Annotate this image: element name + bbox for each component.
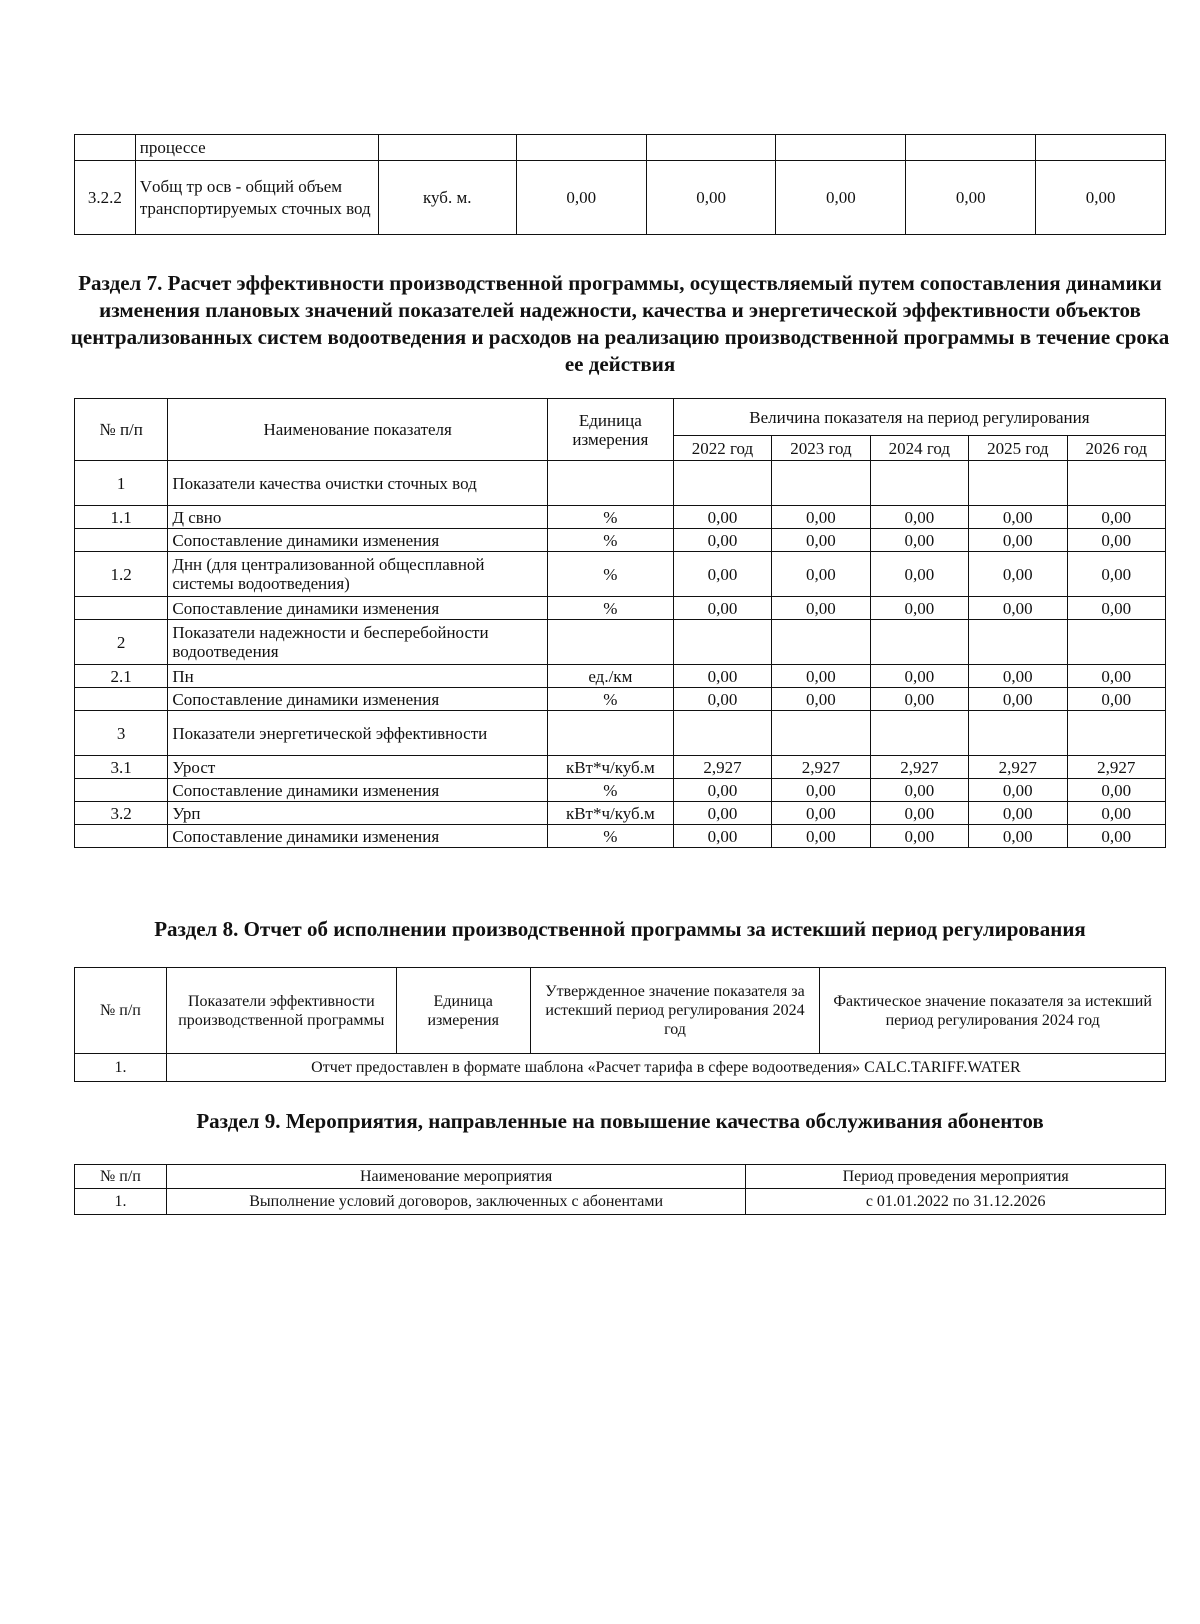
table-row [75,1189,1166,1215]
value: 2,927 [870,756,968,779]
value: 0,00 [772,506,870,529]
value [1036,135,1166,161]
row-number: 3.2 [75,802,168,825]
table-row [75,161,1166,235]
table-row [75,620,1166,665]
value: 0,00 [772,665,870,688]
value: 0,00 [969,665,1067,688]
unit: куб. м. [378,161,516,235]
header-approved: Утвержденное значение показателя за истекший период регулирования 2024 год [530,968,820,1054]
row-number: 2 [75,620,168,665]
value: 0,00 [1067,597,1165,620]
value [516,135,646,161]
value [646,135,776,161]
value [776,135,906,161]
value: 2,927 [673,756,771,779]
header-year: 2023 год [772,436,870,461]
unit: % [547,597,673,620]
row-number [75,135,136,161]
header-year: 2025 год [969,436,1067,461]
value: 0,00 [673,529,771,552]
section-8-title: Раздел 8. Отчет об исполнении производственной программы за истекший период регулирования [154,917,1086,941]
row-number [75,825,168,848]
value [673,620,771,665]
continuation-table [74,134,1166,235]
value: 0,00 [516,161,646,235]
value: 0,00 [870,529,968,552]
indicator-name: Показатели качества очистки сточных вод [168,461,548,506]
header-year: 2026 год [1067,436,1165,461]
unit [547,620,673,665]
table-row [75,779,1166,802]
header-num: № п/п [75,968,167,1054]
value: 0,00 [673,825,771,848]
table-row [75,461,1166,506]
value: 0,00 [969,552,1067,597]
table-row [75,756,1166,779]
value: 0,00 [969,802,1067,825]
value: 0,00 [772,529,870,552]
value: 0,00 [1067,825,1165,848]
measure-period: с 01.01.2022 по 31.12.2026 [746,1189,1166,1215]
row-number: 3.1 [75,756,168,779]
measure-name: Выполнение условий договоров, заключенных с абонентами [166,1189,745,1215]
section-7-title: Раздел 7. Расчет эффективности производственной программы, осуществляемый путем сопоставления динамики изменения плановых значений показателей надежности, качества и энергетической эффективности объектов централизованных систем водоотведения и расходов на реализацию производственной программы в течение срока ее действия [70,271,1170,376]
header-year: 2022 год [673,436,771,461]
value: 0,00 [969,597,1067,620]
header-period: Период проведения мероприятия [746,1165,1166,1189]
indicator-name: Сопоставление динамики изменения [168,779,548,802]
row-number [75,597,168,620]
value: 0,00 [969,688,1067,711]
row-number [75,529,168,552]
value: 2,927 [772,756,870,779]
row-number: 1 [75,461,168,506]
unit: ед./км [547,665,673,688]
indicator-name: Пн [168,665,548,688]
unit: % [547,506,673,529]
value: 0,00 [969,506,1067,529]
value: 0,00 [772,597,870,620]
value: 0,00 [772,552,870,597]
value [969,620,1067,665]
table-row [75,552,1166,597]
value: 0,00 [776,161,906,235]
value: 0,00 [673,779,771,802]
unit: кВт*ч/куб.м [547,802,673,825]
header-num: № п/п [75,399,168,461]
header-unit: Единица измерения [547,399,673,461]
header-actual: Фактическое значение показателя за истекший период регулирования 2024 год [820,968,1166,1054]
unit: кВт*ч/куб.м [547,756,673,779]
value: 0,00 [1067,529,1165,552]
value: 0,00 [969,779,1067,802]
value [673,461,771,506]
value: 0,00 [772,688,870,711]
table-row [75,711,1166,756]
value: 0,00 [673,597,771,620]
indicator-name: Урост [168,756,548,779]
table-row [75,825,1166,848]
indicator-name: Показатели надежности и бесперебойности водоотведения [168,620,548,665]
indicator-name: Сопоставление динамики изменения [168,529,548,552]
value: 0,00 [673,552,771,597]
table-row [75,688,1166,711]
header-name: Показатели эффективности производственной программы [166,968,396,1054]
value: 0,00 [870,506,968,529]
table-row [75,597,1166,620]
section-9-table [74,1164,1166,1215]
unit [378,135,516,161]
value: 0,00 [673,665,771,688]
row-number [75,688,168,711]
indicator-name: Урп [168,802,548,825]
value: 2,927 [969,756,1067,779]
indicator-name: Днн (для централизованной общесплавной системы водоотведения) [168,552,548,597]
unit: % [547,825,673,848]
header-period: Величина показателя на период регулирования [673,399,1165,436]
unit: % [547,688,673,711]
header-year: 2024 год [870,436,968,461]
indicator-name: Сопоставление динамики изменения [168,825,548,848]
value: 0,00 [673,688,771,711]
value: 0,00 [870,802,968,825]
table-row [75,802,1166,825]
value [870,620,968,665]
indicator-name: процессе [135,135,378,161]
value: 0,00 [870,825,968,848]
value: 0,00 [772,779,870,802]
table-row [75,506,1166,529]
value: 0,00 [1067,688,1165,711]
row-number: 1.1 [75,506,168,529]
value: 0,00 [870,665,968,688]
table-row [75,529,1166,552]
value [1067,620,1165,665]
value: 0,00 [969,825,1067,848]
value [772,620,870,665]
indicator-name: Vобщ тр осв - общий объем транспортируемых сточных вод [135,161,378,235]
table-row [75,1054,1166,1082]
section-8-table [74,967,1166,1082]
unit [547,461,673,506]
value [772,711,870,756]
value: 0,00 [1067,552,1165,597]
value [906,135,1036,161]
value [1067,711,1165,756]
value: 0,00 [1067,802,1165,825]
report-note: Отчет предоставлен в формате шаблона «Расчет тарифа в сфере водоотведения» CALC.TARIFF.WATER [166,1054,1165,1082]
indicator-name: Д свно [168,506,548,529]
value: 0,00 [1067,506,1165,529]
value: 0,00 [772,825,870,848]
row-number: 1. [75,1054,167,1082]
row-number: 1. [75,1189,167,1215]
value: 0,00 [772,802,870,825]
value [969,461,1067,506]
section-7-table [74,398,1166,848]
value [772,461,870,506]
value: 0,00 [673,506,771,529]
value: 0,00 [906,161,1036,235]
value [870,711,968,756]
header-row [75,1165,1166,1189]
section-9-title: Раздел 9. Мероприятия, направленные на повышение качества обслуживания абонентов [196,1109,1044,1133]
header-name: Наименование показателя [168,399,548,461]
value: 0,00 [1067,665,1165,688]
value: 0,00 [1036,161,1166,235]
row-number: 3.2.2 [75,161,136,235]
value [673,711,771,756]
header-name: Наименование мероприятия [166,1165,745,1189]
indicator-name: Сопоставление динамики изменения [168,597,548,620]
indicator-name: Сопоставление динамики изменения [168,688,548,711]
row-number [75,779,168,802]
table-row [75,665,1166,688]
unit: % [547,529,673,552]
header-unit: Единица измерения [396,968,530,1054]
value: 0,00 [870,688,968,711]
value: 0,00 [870,552,968,597]
value: 0,00 [870,597,968,620]
value: 0,00 [870,779,968,802]
table-row [75,135,1166,161]
unit: % [547,552,673,597]
value: 0,00 [1067,779,1165,802]
row-number: 1.2 [75,552,168,597]
value: 2,927 [1067,756,1165,779]
value: 0,00 [646,161,776,235]
header-num: № п/п [75,1165,167,1189]
header-row [75,968,1166,1054]
unit [547,711,673,756]
value: 0,00 [673,802,771,825]
indicator-name: Показатели энергетической эффективности [168,711,548,756]
value [870,461,968,506]
row-number: 2.1 [75,665,168,688]
value [1067,461,1165,506]
value: 0,00 [969,529,1067,552]
value [969,711,1067,756]
unit: % [547,779,673,802]
header-row [75,399,1166,436]
row-number: 3 [75,711,168,756]
